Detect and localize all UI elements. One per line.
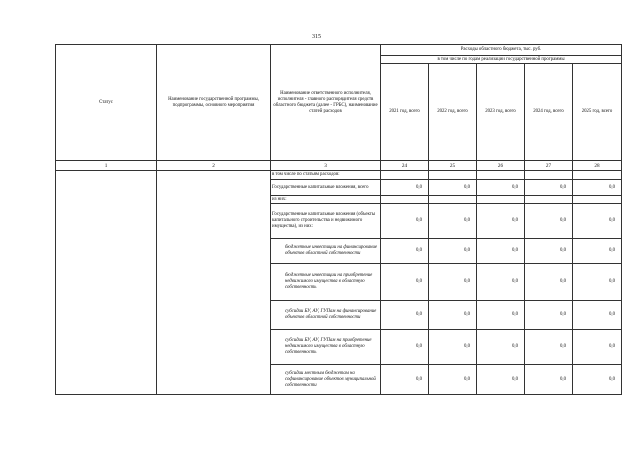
header-expenses-subtitle: в том числе по годам реализации государственной программы	[381, 56, 622, 64]
row-value: 0,0	[429, 330, 477, 365]
row-value: 0,0	[525, 204, 573, 239]
row-label: субсидии БУ, АУ, ГУПам на приобретение недвижимого имущества в областную собственность	[271, 330, 381, 365]
column-number: 1	[56, 161, 157, 171]
row-value: 0,0	[477, 204, 525, 239]
row-value: 0,0	[381, 204, 429, 239]
row-value: 0,0	[525, 264, 573, 301]
row-value	[429, 171, 477, 180]
row-value: 0,0	[573, 301, 622, 330]
row-label: Государственные капитальные вложения, всего	[271, 180, 381, 196]
expenses-table	[55, 44, 622, 395]
row-value	[477, 196, 525, 204]
row-value: 0,0	[381, 239, 429, 264]
row-value: 0,0	[477, 365, 525, 395]
row-value	[525, 171, 573, 180]
row-value	[573, 171, 622, 180]
column-number: 3	[271, 161, 381, 171]
header-expenses-title: Расходы областного бюджета, тыс. руб.	[381, 45, 622, 56]
header-year-2021: 2021 год, всего	[381, 64, 429, 161]
row-value: 0,0	[573, 365, 622, 395]
row-value	[477, 171, 525, 180]
row-value: 0,0	[525, 365, 573, 395]
row-value: 0,0	[429, 180, 477, 196]
row-value: 0,0	[429, 301, 477, 330]
header-status: Статус	[56, 45, 157, 161]
row-label: бюджетные инвестиции на приобретение недвижимого имущества в областную собственность	[271, 264, 381, 301]
row-value: 0,0	[477, 330, 525, 365]
header-year-2022: 2022 год, всего	[429, 64, 477, 161]
row-value	[381, 171, 429, 180]
row-value: 0,0	[525, 239, 573, 264]
column-number: 26	[477, 161, 525, 171]
row-value: 0,0	[525, 301, 573, 330]
column-number: 2	[157, 161, 271, 171]
row-value	[429, 196, 477, 204]
header-year-2024: 2024 год, всего	[525, 64, 573, 161]
row-label: бюджетные инвестиции на финансирование объектов областной собственности	[271, 239, 381, 264]
row-value: 0,0	[429, 264, 477, 301]
column-numbers-row	[56, 161, 622, 171]
row-value: 0,0	[429, 204, 477, 239]
header-program-name: Наименование государственной программы, подпрограммы, основного мероприятия	[157, 45, 271, 161]
row-value: 0,0	[573, 239, 622, 264]
column-number: 24	[381, 161, 429, 171]
row-value: 0,0	[477, 239, 525, 264]
column-number: 25	[429, 161, 477, 171]
header-year-2025: 2025 год, всего	[573, 64, 622, 161]
column-number: 27	[525, 161, 573, 171]
page-number: 315	[312, 34, 321, 40]
row-value: 0,0	[573, 180, 622, 196]
row-label: Государственные капитальные вложения (объекты капитального строительства и недвижимого имущества), из них:	[271, 204, 381, 239]
row-value	[381, 196, 429, 204]
row-value: 0,0	[429, 365, 477, 395]
header-executor: Наименование ответственного исполнителя, исполнителя - главного распорядителя средств областного бюджета (далее - ГРБС), наименование статей расходов	[271, 45, 381, 161]
row-value: 0,0	[573, 204, 622, 239]
row-value: 0,0	[573, 264, 622, 301]
table-row	[56, 171, 622, 180]
row-value: 0,0	[381, 301, 429, 330]
row-value: 0,0	[477, 301, 525, 330]
row-value: 0,0	[429, 239, 477, 264]
row-value: 0,0	[381, 180, 429, 196]
row-value: 0,0	[573, 330, 622, 365]
row-value	[525, 196, 573, 204]
row-value: 0,0	[381, 365, 429, 395]
program-name-cell	[157, 171, 271, 395]
row-value: 0,0	[525, 330, 573, 365]
column-number: 28	[573, 161, 622, 171]
row-label: субсидии БУ, АУ, ГУПам на финансирование объектов областной собственности	[271, 301, 381, 330]
row-label: субсидии местным бюджетам на софинансирование объектов муниципальной собственности	[271, 365, 381, 395]
row-label: из них:	[271, 196, 381, 204]
row-value: 0,0	[477, 180, 525, 196]
row-value: 0,0	[381, 264, 429, 301]
row-value: 0,0	[525, 180, 573, 196]
row-value: 0,0	[477, 264, 525, 301]
row-value	[573, 196, 622, 204]
row-label: в том числе по статьям расходов:	[271, 171, 381, 180]
row-value: 0,0	[381, 330, 429, 365]
header-year-2023: 2023 год, всего	[477, 64, 525, 161]
status-cell	[56, 171, 157, 395]
